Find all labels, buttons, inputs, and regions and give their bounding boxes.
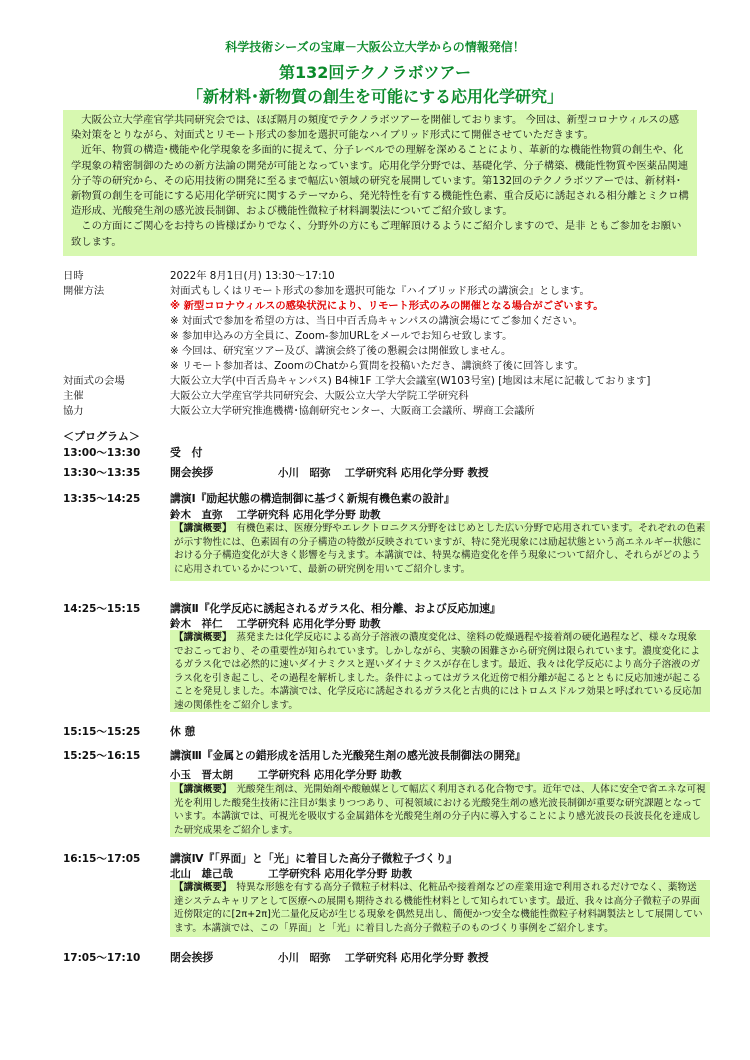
coop-label: 協力 [63, 405, 84, 417]
closing-time: 17:05～17:10 [63, 952, 141, 964]
break-time: 15:15～15:25 [63, 726, 141, 738]
intro-paragraph-2: 近年、物質の構造･機能や化学現象を多面的に捉えて、分子レベルでの理解を深めることにより、革新的な機能性物質の創生や、化学現象の精密制御のための新方法論の開発が可能となっています。応用化学分野では、基礎化学、分子構築、機能性物質や医薬品関連分子等の研究から、その応用技術の開発に至るまで幅広い領域の研究を展開しています。第132回のテクノラボツアーでは、新材料･新物質の創生を可能にする応用化学研究に関するテーマから、発光特性を有する機能性色素、重合反応に誘起される相分離とミクロ構造形成、光酸発生剤の感光波長制御、および機能性微粒子材料調製法についてご紹介致します。 [71, 144, 689, 218]
talk3-abstract [170, 782, 710, 837]
program-heading: ＜プログラム＞ [63, 430, 140, 443]
note-onsite: ※ 対面式で参加を希望の方は、当日中百舌鳥キャンパスの講演会場にてご参加ください。 [170, 315, 583, 327]
talk2-title: 講演Ⅱ『化学反応に誘起されるガラス化、相分離、および反応加速』 [170, 602, 501, 615]
note-chat: ※ リモート参加者は、ZoomのChatから質問を投稿いただき、講演終了後に回答します。 [170, 360, 585, 372]
opening-time: 13:30～13:35 [63, 467, 141, 479]
talk1-time: 13:35～14:25 [63, 493, 141, 505]
talk2-abstract-label: 【講演概要】 [174, 632, 227, 643]
break-title: 休 憩 [170, 725, 196, 738]
talk1-abstract [170, 521, 710, 581]
closing-title: 閉会挨拶 [170, 951, 214, 964]
talk2-abstract [170, 630, 710, 712]
reception-time: 13:00～13:30 [63, 447, 141, 459]
talk2-time: 14:25～15:15 [63, 603, 141, 615]
method-value: 対面式もしくはリモート形式の参加を選択可能な『ハイブリッド形式の講演会』とします。 [170, 285, 590, 297]
method-label: 開催方法 [63, 285, 105, 297]
date-value: 2022年 8月1日(月) 13:30～17:10 [170, 270, 335, 282]
page-title: 第132回テクノラボツアー [279, 63, 471, 82]
closing-speaker: 小川 昭弥 工学研究科 応用化学分野 教授 [278, 952, 489, 964]
talk1-abstract-label: 【講演概要】 [174, 523, 227, 534]
note-zoom-url: ※ 参加申込みの方全員に、Zoom-参加URLをメールでお知らせ致します。 [170, 330, 513, 342]
intro-paragraph-1: 大阪公立大学産官学共同研究会では、ほぼ隔月の頻度でテクノラボツアーを開催しております。 今回は、新型コロナウィルスの感染対策をとりながら、対面式とリモート形式の参加を選択可能なハイブリッド形式にて開催させていただきます。 [71, 114, 680, 142]
talk4-abstract-label: 【講演概要】 [174, 882, 227, 893]
info-method [63, 284, 703, 299]
talk4-abstract-text: 特異な形態を有する高分子微粒子材料は、化粧品や接着剤などの産業用途で利用されるだけでなく、薬物送達システムキャリアとして医療への展開も期待される機能性材料として知られています。最近、我々は高分子微粒子の界面近傍限定的に[2π+2π]光二量化反応が生じる現象を偶然見出し、簡便かつ安全な機能性微粒子材料調製法として展開しています。本講演では、この「界面」と「光」に着目した高分子微粒子のものづくり事例をご紹介します。 [174, 882, 703, 934]
page-subtitle: 「新材料･新物質の創生を可能にする応用化学研究」 [186, 87, 563, 106]
talk4-speaker: 北山 雄己哉 工学研究科 応用化学分野 助教 [170, 868, 412, 880]
reception-title: 受 付 [170, 446, 203, 459]
talk1-title: 講演Ⅰ『励起状態の構造制御に基づく新規有機色素の設計』 [170, 492, 455, 505]
venue-value: 大阪公立大学(中百舌鳥キャンパス) B4棟1F 工学大会議室(W103号室) [地図は末尾に記載しております] [170, 375, 651, 387]
talk3-time: 15:25～16:15 [63, 750, 141, 762]
intro-box [63, 110, 697, 256]
talk2-abstract-text: 蒸発または化学反応による高分子溶液の濃度変化は、塗料の乾燥過程や接着剤の硬化過程など、様々な現象でおこっており、その重要性が知られています。しかしながら、実験の困難さから研究例は限られています。濃度変化によるガラス化では必然的に速いダイナミクスと遅いダイナミクスが存在します。最近、我々は化学反応により高分子溶液のガラス化を引き起こし、その過程を解析しました。条件によってはガラス化近傍で相分離が起こるとともに反応加速が起こることを発見しました。本講演では、化学反応に誘起されるガラス化と古典的にはトロムスドルフ効果と呼ばれている反応加速の関係性をご紹介します。 [174, 632, 702, 711]
coop-value: 大阪公立大学研究推進機構･協創研究センター、大阪商工会議所、堺商工会議所 [170, 405, 535, 417]
note-no-tour: ※ 今回は、研究室ツアー及び、講演会終了後の懇親会は開催致しません。 [170, 345, 512, 357]
talk3-speaker: 小玉 晋太朗 工学研究科 応用化学分野 助教 [170, 769, 402, 781]
talk1-abstract-text: 有機色素は、医療分野やエレクトロニクス分野をはじめとした広い分野で応用されています。それぞれの色素が示す物性には、色素固有の分子構造の特徴が反映されていますが、特に発光現象には励起状態という高エネルギー状態における分子構造変化が大きく影響を与えます。本講演では、特異な構造変化を伴う現象について紹介し、それらがどのように応用されているかについて、最新の研究例を用いてご紹介します。 [174, 523, 706, 575]
info-date [63, 269, 703, 284]
venue-label: 対面式の会場 [63, 375, 125, 387]
talk4-title: 講演Ⅳ『「界面」と「光」に着目した高分子微粒子づくり』 [170, 852, 458, 865]
talk3-title: 講演Ⅲ『金属との錯形成を活用した光酸発生剤の感光波長制御法の開発』 [170, 749, 526, 762]
talk2-speaker: 鈴木 祥仁 工学研究科 応用化学分野 助教 [170, 618, 381, 630]
talk3-abstract-label: 【講演概要】 [174, 784, 227, 795]
talk4-abstract [170, 880, 710, 937]
date-label: 日時 [63, 270, 84, 282]
talk4-time: 16:15～17:05 [63, 853, 141, 865]
talk1-speaker: 鈴木 直弥 工学研究科 応用化学分野 助教 [170, 509, 381, 521]
tagline: 科学技術シーズの宝庫－大阪公立大学からの情報発信！ [225, 40, 525, 54]
opening-speaker: 小川 昭弥 工学研究科 応用化学分野 教授 [278, 467, 489, 479]
opening-title: 開会挨拶 [170, 466, 214, 479]
host-value: 大阪公立大学産官学共同研究会、大阪公立大学大学院工学研究科 [170, 390, 469, 402]
talk3-abstract-text: 光酸発生剤は、光開始剤や酸触媒として幅広く利用される化合物です。近年では、人体に安全で省エネな可視光を利用した酸発生技術に注目が集まりつつあり、可視領域における光酸発生剤の感光波長制御が重要な研究課題となっています。本講演では、可視光を吸収する金属錯体を光酸発生剤の分子内に導入することにより感光波長の長波長化を達成した研究成果をご紹介します。 [174, 784, 706, 836]
note-remote-warning: ※ 新型コロナウィルスの感染状況により、リモート形式のみの開催となる場合がございます。 [170, 300, 604, 312]
intro-paragraph-3: この方面にご関心をお持ちの皆様ばかりでなく、分野外の方にもご理解頂けるようにご紹介しますので、是非 ともご参加をお願い致します。 [71, 220, 682, 248]
host-label: 主催 [63, 390, 84, 402]
